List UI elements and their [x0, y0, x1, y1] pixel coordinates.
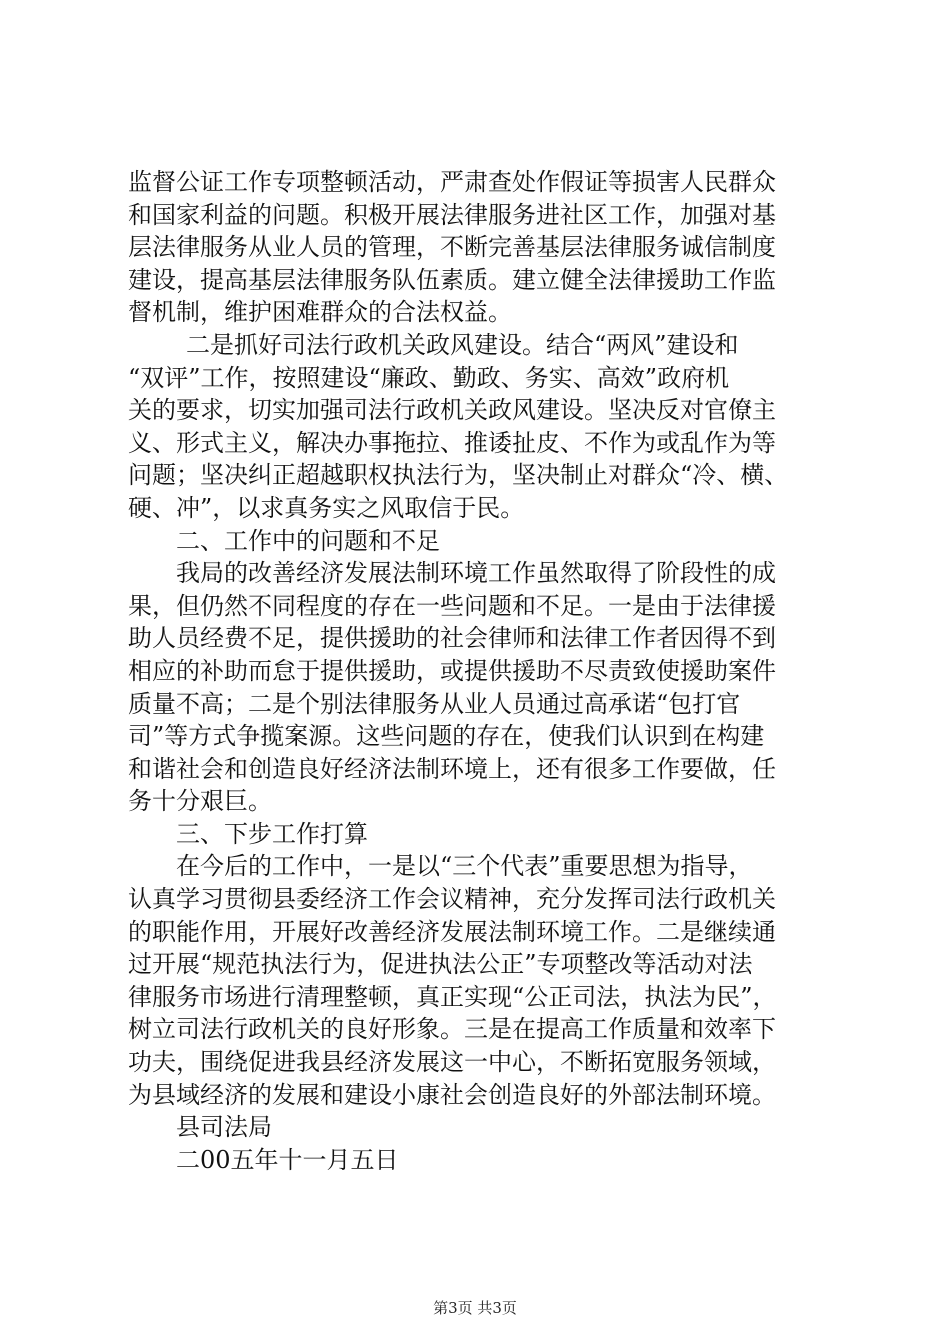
text-line: 务十分艰巨。 — [128, 787, 272, 816]
text-line: 层法律服务从业人员的管理，不断完善基层法律服务诚信制度 — [128, 233, 776, 262]
text-line: 质量不高；二是个别法律服务从业人员通过高承诺“包打官 — [128, 689, 741, 718]
signature-date: 二00五年十一月五日 — [176, 1145, 399, 1174]
text-line: 监督公证工作专项整顿活动，严肃查处作假证等损害人民群众 — [128, 168, 776, 196]
text-line: 过开展“规范执法行为，促进执法公正”专项整改等活动对法 — [128, 950, 753, 979]
text-line: 果，但仍然不同程度的存在一些问题和不足。一是由于法律援 — [128, 591, 776, 620]
document-body — [128, 166, 838, 1176]
text-line: 督机制，维护困难群众的合法权益。 — [128, 298, 512, 327]
text-line: “双评”工作，按照建设“廉政、勤政、务实、高效”政府机 — [128, 363, 730, 392]
text-line: 问题；坚决纠正超越职权执法行为，坚决制止对群众“冷、横、 — [128, 461, 789, 490]
text-line: 义、形式主义，解决办事拖拉、推诿扯皮、不作为或乱作为等 — [128, 428, 776, 457]
text-line: 的职能作用，开展好改善经济发展法制环境工作。二是继续通 — [128, 917, 776, 946]
paragraph-start-line: 在今后的工作中，一是以“三个代表”重要思想为指导， — [176, 852, 753, 881]
paragraph-start-line: 我局的改善经济发展法制环境工作虽然取得了阶段性的成 — [176, 559, 776, 588]
text-line: 司”等方式争揽案源。这些问题的存在，使我们认识到在构建 — [128, 722, 765, 751]
section-heading: 三、下步工作打算 — [176, 819, 368, 848]
text-line: 助人员经费不足，提供援助的社会律师和法律工作者因得不到 — [128, 624, 776, 653]
text-line: 认真学习贯彻县委经济工作会议精神，充分发挥司法行政机关 — [128, 885, 776, 914]
text-line: 树立司法行政机关的良好形象。三是在提高工作质量和效率下 — [128, 1015, 776, 1044]
text-line: 关的要求，切实加强司法行政机关政风建设。坚决反对官僚主 — [128, 396, 776, 425]
text-line: 功夫，围绕促进我县经济发展这一中心，不断拓宽服务领域， — [128, 1048, 776, 1077]
text-line: 律服务市场进行清理整顿，真正实现“公正司法，执法为民”， — [128, 982, 777, 1011]
text-line: 为县域经济的发展和建设小康社会创造良好的外部法制环境。 — [128, 1080, 776, 1109]
text-line: 硬、冲”，以求真务实之风取信于民。 — [128, 493, 525, 522]
signature-organization: 县司法局 — [176, 1113, 272, 1142]
text-line: 和国家利益的问题。积极开展法律服务进社区工作，加强对基 — [128, 200, 776, 229]
section-heading: 二、工作中的问题和不足 — [176, 526, 440, 555]
text-line: 建设，提高基层法律服务队伍素质。建立健全法律援助工作监 — [128, 265, 776, 294]
text-line: 和谐社会和创造良好经济法制环境上，还有很多工作要做，任 — [128, 754, 776, 783]
page-number-footer: 第3页 共3页 — [433, 1299, 517, 1317]
paragraph-start-line: 二是抓好司法行政机关政风建设。结合“两风”建设和 — [186, 330, 739, 359]
text-line: 相应的补助而怠于提供援助，或提供援助不尽责致使援助案件 — [128, 656, 776, 685]
